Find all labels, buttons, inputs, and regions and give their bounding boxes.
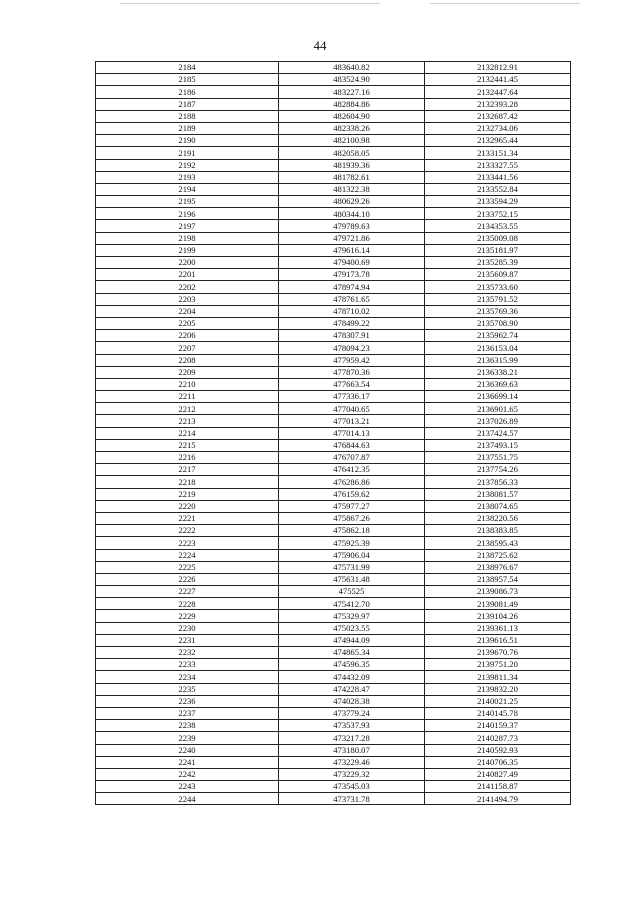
x-coordinate-cell: 475862.18: [279, 525, 425, 537]
x-coordinate-cell: 474596.35: [279, 659, 425, 671]
point-number-cell: 2234: [96, 671, 279, 683]
x-coordinate-cell: 478094.23: [279, 342, 425, 354]
y-coordinate-cell: 2135962.74: [425, 330, 571, 342]
x-coordinate-cell: 473545.03: [279, 781, 425, 793]
y-coordinate-cell: 2139751.20: [425, 659, 571, 671]
table-row: [96, 634, 571, 646]
x-coordinate-cell: 474028.38: [279, 695, 425, 707]
x-coordinate-cell: 479173.78: [279, 269, 425, 281]
table-row: [96, 110, 571, 122]
table-row: [96, 452, 571, 464]
y-coordinate-cell: 2140592.93: [425, 744, 571, 756]
point-number-cell: 2242: [96, 768, 279, 780]
y-coordinate-cell: 2136315.99: [425, 354, 571, 366]
table-row: [96, 135, 571, 147]
point-number-cell: 2236: [96, 695, 279, 707]
table-row: [96, 330, 571, 342]
point-number-cell: 2222: [96, 525, 279, 537]
y-coordinate-cell: 2137856.33: [425, 476, 571, 488]
point-number-cell: 2217: [96, 464, 279, 476]
table-row: [96, 196, 571, 208]
table-row: [96, 378, 571, 390]
table-row: [96, 781, 571, 793]
table-row: [96, 427, 571, 439]
point-number-cell: 2206: [96, 330, 279, 342]
y-coordinate-cell: 2139086.73: [425, 586, 571, 598]
y-coordinate-cell: 2132393.28: [425, 98, 571, 110]
x-coordinate-cell: 475525: [279, 586, 425, 598]
point-number-cell: 2238: [96, 720, 279, 732]
point-number-cell: 2243: [96, 781, 279, 793]
x-coordinate-cell: 476844.63: [279, 439, 425, 451]
table-row: [96, 549, 571, 561]
x-coordinate-cell: 475329.97: [279, 610, 425, 622]
y-coordinate-cell: 2139104.26: [425, 610, 571, 622]
point-number-cell: 2229: [96, 610, 279, 622]
table-row: [96, 768, 571, 780]
point-number-cell: 2233: [96, 659, 279, 671]
point-number-cell: 2219: [96, 488, 279, 500]
point-number-cell: 2205: [96, 317, 279, 329]
table-row: [96, 220, 571, 232]
point-number-cell: 2193: [96, 171, 279, 183]
table-row: [96, 598, 571, 610]
y-coordinate-cell: 2136338.21: [425, 366, 571, 378]
y-coordinate-cell: 2140827.49: [425, 768, 571, 780]
point-number-cell: 2216: [96, 452, 279, 464]
x-coordinate-cell: 482100.98: [279, 135, 425, 147]
y-coordinate-cell: 2139616.51: [425, 634, 571, 646]
y-coordinate-cell: 2136153.04: [425, 342, 571, 354]
point-number-cell: 2199: [96, 244, 279, 256]
x-coordinate-cell: 478499.22: [279, 317, 425, 329]
y-coordinate-cell: 2140159.37: [425, 720, 571, 732]
x-coordinate-cell: 477336.17: [279, 391, 425, 403]
table-row: [96, 98, 571, 110]
point-number-cell: 2215: [96, 439, 279, 451]
point-number-cell: 2221: [96, 512, 279, 524]
x-coordinate-cell: 480629.26: [279, 196, 425, 208]
x-coordinate-cell: 479400.69: [279, 257, 425, 269]
x-coordinate-cell: 477014.13: [279, 427, 425, 439]
table-row: [96, 317, 571, 329]
x-coordinate-cell: 481782.61: [279, 171, 425, 183]
y-coordinate-cell: 2135708.90: [425, 317, 571, 329]
table-row: [96, 586, 571, 598]
y-coordinate-cell: 2138383.85: [425, 525, 571, 537]
y-coordinate-cell: 2140021.25: [425, 695, 571, 707]
table-row: [96, 720, 571, 732]
y-coordinate-cell: 2138725.62: [425, 549, 571, 561]
x-coordinate-cell: 473731.78: [279, 793, 425, 805]
table-row: [96, 756, 571, 768]
point-number-cell: 2244: [96, 793, 279, 805]
table-row: [96, 183, 571, 195]
y-coordinate-cell: 2139361.13: [425, 622, 571, 634]
y-coordinate-cell: 2136699.14: [425, 391, 571, 403]
x-coordinate-cell: 475731.99: [279, 561, 425, 573]
table-row: [96, 671, 571, 683]
x-coordinate-cell: 478307.91: [279, 330, 425, 342]
scan-artifact-line: [120, 3, 380, 4]
scan-artifact-line: [430, 3, 580, 4]
x-coordinate-cell: 477870.36: [279, 366, 425, 378]
x-coordinate-cell: 483227.16: [279, 86, 425, 98]
table-row: [96, 500, 571, 512]
x-coordinate-cell: 473229.32: [279, 768, 425, 780]
point-number-cell: 2204: [96, 305, 279, 317]
point-number-cell: 2186: [96, 86, 279, 98]
y-coordinate-cell: 2133752.15: [425, 208, 571, 220]
table-row: [96, 62, 571, 74]
x-coordinate-cell: 475023.55: [279, 622, 425, 634]
table-row: [96, 476, 571, 488]
table-row: [96, 488, 571, 500]
table-row: [96, 305, 571, 317]
y-coordinate-cell: 2137026.89: [425, 415, 571, 427]
y-coordinate-cell: 2132687.42: [425, 110, 571, 122]
table-row: [96, 342, 571, 354]
point-number-cell: 2218: [96, 476, 279, 488]
x-coordinate-cell: 479789.63: [279, 220, 425, 232]
y-coordinate-cell: 2140706.35: [425, 756, 571, 768]
table-row: [96, 622, 571, 634]
point-number-cell: 2241: [96, 756, 279, 768]
table-row: [96, 537, 571, 549]
point-number-cell: 2191: [96, 147, 279, 159]
table-row: [96, 561, 571, 573]
table-row: [96, 512, 571, 524]
y-coordinate-cell: 2140287.73: [425, 732, 571, 744]
table-row: [96, 354, 571, 366]
x-coordinate-cell: 483524.90: [279, 74, 425, 86]
x-coordinate-cell: 475631.48: [279, 573, 425, 585]
x-coordinate-cell: 474865.34: [279, 647, 425, 659]
y-coordinate-cell: 2138074.65: [425, 500, 571, 512]
point-number-cell: 2203: [96, 293, 279, 305]
table-row: [96, 74, 571, 86]
point-number-cell: 2240: [96, 744, 279, 756]
point-number-cell: 2211: [96, 391, 279, 403]
x-coordinate-cell: 473779.24: [279, 707, 425, 719]
x-coordinate-cell: 479616.14: [279, 244, 425, 256]
y-coordinate-cell: 2137424.57: [425, 427, 571, 439]
y-coordinate-cell: 2139832.20: [425, 683, 571, 695]
y-coordinate-cell: 2139081.49: [425, 598, 571, 610]
table-row: [96, 793, 571, 805]
x-coordinate-cell: 481939.36: [279, 159, 425, 171]
x-coordinate-cell: 475925.39: [279, 537, 425, 549]
x-coordinate-cell: 473217.28: [279, 732, 425, 744]
y-coordinate-cell: 2136901.65: [425, 403, 571, 415]
point-number-cell: 2210: [96, 378, 279, 390]
point-number-cell: 2188: [96, 110, 279, 122]
y-coordinate-cell: 2139670.76: [425, 647, 571, 659]
y-coordinate-cell: 2133151.34: [425, 147, 571, 159]
point-number-cell: 2200: [96, 257, 279, 269]
point-number-cell: 2224: [96, 549, 279, 561]
point-number-cell: 2237: [96, 707, 279, 719]
point-number-cell: 2198: [96, 232, 279, 244]
y-coordinate-cell: 2132441.45: [425, 74, 571, 86]
x-coordinate-cell: 474228.47: [279, 683, 425, 695]
x-coordinate-cell: 479721.86: [279, 232, 425, 244]
coordinates-table: [95, 61, 571, 805]
y-coordinate-cell: 2135285.39: [425, 257, 571, 269]
y-coordinate-cell: 2135791.52: [425, 293, 571, 305]
y-coordinate-cell: 2138595.43: [425, 537, 571, 549]
point-number-cell: 2185: [96, 74, 279, 86]
point-number-cell: 2230: [96, 622, 279, 634]
point-number-cell: 2189: [96, 122, 279, 134]
table-row: [96, 683, 571, 695]
x-coordinate-cell: 476707.87: [279, 452, 425, 464]
table-row: [96, 159, 571, 171]
x-coordinate-cell: 482058.05: [279, 147, 425, 159]
y-coordinate-cell: 2135733.60: [425, 281, 571, 293]
point-number-cell: 2213: [96, 415, 279, 427]
x-coordinate-cell: 475906.04: [279, 549, 425, 561]
point-number-cell: 2190: [96, 135, 279, 147]
table-row: [96, 732, 571, 744]
y-coordinate-cell: 2136369.63: [425, 378, 571, 390]
x-coordinate-cell: 482604.90: [279, 110, 425, 122]
point-number-cell: 2202: [96, 281, 279, 293]
table-row: [96, 171, 571, 183]
y-coordinate-cell: 2135609.87: [425, 269, 571, 281]
y-coordinate-cell: 2133594.29: [425, 196, 571, 208]
x-coordinate-cell: 477959.42: [279, 354, 425, 366]
x-coordinate-cell: 482338.26: [279, 122, 425, 134]
point-number-cell: 2223: [96, 537, 279, 549]
x-coordinate-cell: 482884.86: [279, 98, 425, 110]
x-coordinate-cell: 478710.02: [279, 305, 425, 317]
x-coordinate-cell: 480344.10: [279, 208, 425, 220]
x-coordinate-cell: 474432.09: [279, 671, 425, 683]
x-coordinate-cell: 478761.65: [279, 293, 425, 305]
point-number-cell: 2192: [96, 159, 279, 171]
table-row: [96, 122, 571, 134]
point-number-cell: 2220: [96, 500, 279, 512]
y-coordinate-cell: 2133327.55: [425, 159, 571, 171]
point-number-cell: 2231: [96, 634, 279, 646]
table-row: [96, 744, 571, 756]
y-coordinate-cell: 2135009.08: [425, 232, 571, 244]
point-number-cell: 2226: [96, 573, 279, 585]
table-row: [96, 439, 571, 451]
table-row: [96, 293, 571, 305]
x-coordinate-cell: 481322.38: [279, 183, 425, 195]
y-coordinate-cell: 2137754.26: [425, 464, 571, 476]
table-row: [96, 707, 571, 719]
table-row: [96, 464, 571, 476]
point-number-cell: 2195: [96, 196, 279, 208]
table-row: [96, 232, 571, 244]
point-number-cell: 2187: [96, 98, 279, 110]
point-number-cell: 2232: [96, 647, 279, 659]
x-coordinate-cell: 483640.82: [279, 62, 425, 74]
y-coordinate-cell: 2135181.97: [425, 244, 571, 256]
x-coordinate-cell: 476159.62: [279, 488, 425, 500]
x-coordinate-cell: 477040.65: [279, 403, 425, 415]
point-number-cell: 2227: [96, 586, 279, 598]
y-coordinate-cell: 2138081.57: [425, 488, 571, 500]
x-coordinate-cell: 473229.46: [279, 756, 425, 768]
table-row: [96, 415, 571, 427]
x-coordinate-cell: 476412.35: [279, 464, 425, 476]
y-coordinate-cell: 2138976.67: [425, 561, 571, 573]
y-coordinate-cell: 2135769.36: [425, 305, 571, 317]
point-number-cell: 2209: [96, 366, 279, 378]
y-coordinate-cell: 2133441.56: [425, 171, 571, 183]
page-number: 44: [313, 38, 327, 53]
point-number-cell: 2207: [96, 342, 279, 354]
table-row: [96, 391, 571, 403]
table-row: [96, 647, 571, 659]
y-coordinate-cell: 2139811.34: [425, 671, 571, 683]
y-coordinate-cell: 2138220.56: [425, 512, 571, 524]
point-number-cell: 2201: [96, 269, 279, 281]
table-row: [96, 573, 571, 585]
x-coordinate-cell: 476286.86: [279, 476, 425, 488]
point-number-cell: 2235: [96, 683, 279, 695]
x-coordinate-cell: 473180.07: [279, 744, 425, 756]
x-coordinate-cell: 475412.70: [279, 598, 425, 610]
coordinates-table-body: [96, 62, 571, 805]
point-number-cell: 2214: [96, 427, 279, 439]
x-coordinate-cell: 475977.27: [279, 500, 425, 512]
point-number-cell: 2184: [96, 62, 279, 74]
x-coordinate-cell: 473537.93: [279, 720, 425, 732]
y-coordinate-cell: 2132812.91: [425, 62, 571, 74]
table-row: [96, 525, 571, 537]
table-row: [96, 208, 571, 220]
point-number-cell: 2228: [96, 598, 279, 610]
point-number-cell: 2196: [96, 208, 279, 220]
y-coordinate-cell: 2132447.64: [425, 86, 571, 98]
table-row: [96, 86, 571, 98]
x-coordinate-cell: 475867.26: [279, 512, 425, 524]
table-row: [96, 659, 571, 671]
y-coordinate-cell: 2138957.54: [425, 573, 571, 585]
table-row: [96, 244, 571, 256]
y-coordinate-cell: 2141494.79: [425, 793, 571, 805]
table-row: [96, 147, 571, 159]
x-coordinate-cell: 474944.09: [279, 634, 425, 646]
x-coordinate-cell: 478974.94: [279, 281, 425, 293]
y-coordinate-cell: 2137493.15: [425, 439, 571, 451]
x-coordinate-cell: 477013.21: [279, 415, 425, 427]
point-number-cell: 2197: [96, 220, 279, 232]
y-coordinate-cell: 2140145.78: [425, 707, 571, 719]
table-row: [96, 269, 571, 281]
point-number-cell: 2208: [96, 354, 279, 366]
y-coordinate-cell: 2134353.55: [425, 220, 571, 232]
point-number-cell: 2239: [96, 732, 279, 744]
y-coordinate-cell: 2133552.84: [425, 183, 571, 195]
y-coordinate-cell: 2132965.44: [425, 135, 571, 147]
table-row: [96, 403, 571, 415]
table-row: [96, 366, 571, 378]
table-row: [96, 695, 571, 707]
y-coordinate-cell: 2137551.75: [425, 452, 571, 464]
point-number-cell: 2212: [96, 403, 279, 415]
y-coordinate-cell: 2132734.06: [425, 122, 571, 134]
table-row: [96, 257, 571, 269]
x-coordinate-cell: 477663.54: [279, 378, 425, 390]
point-number-cell: 2194: [96, 183, 279, 195]
table-row: [96, 281, 571, 293]
table-row: [96, 610, 571, 622]
y-coordinate-cell: 2141158.87: [425, 781, 571, 793]
point-number-cell: 2225: [96, 561, 279, 573]
